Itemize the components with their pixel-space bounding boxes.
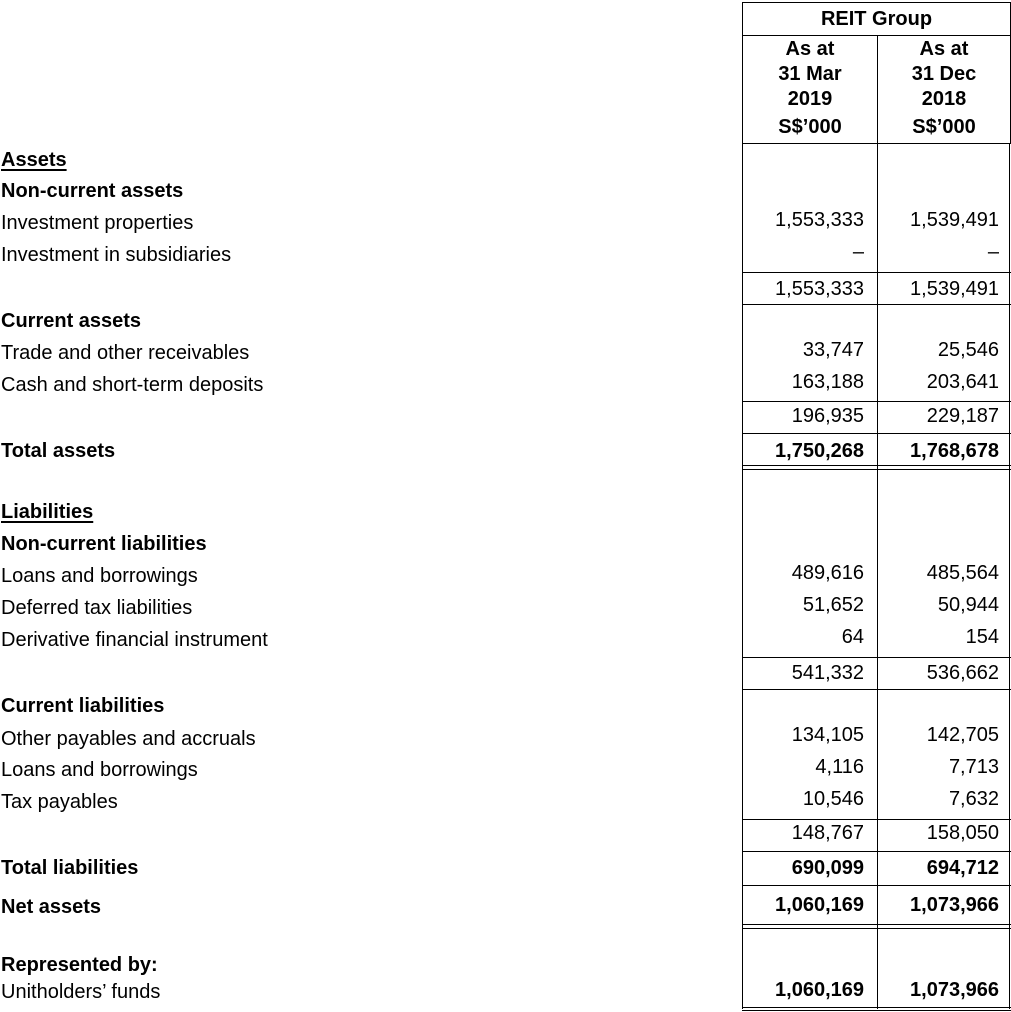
row-label: Deferred tax liabilities (1, 597, 193, 619)
section-heading-liabilities: Liabilities (1, 501, 94, 523)
column-header-line: As at (919, 38, 969, 60)
value-cell: 1,553,333 (775, 209, 864, 231)
value-cell: 203,641 (926, 371, 999, 393)
subsection-heading: Current assets (1, 310, 142, 332)
value-cell: 485,564 (926, 562, 999, 584)
value-cell: 50,944 (937, 594, 999, 616)
column-header-unit: S$’000 (778, 116, 842, 138)
total-cell: 1,060,169 (775, 979, 864, 1001)
section-heading: Represented by: (1, 954, 158, 976)
subtotal-cell: 541,332 (791, 662, 864, 684)
total-label: Total liabilities (1, 857, 139, 879)
value-cell: 154 (965, 626, 999, 648)
row-label: Tax payables (1, 791, 118, 813)
total-double-rule (742, 1010, 1011, 1011)
total-cell: 1,060,169 (775, 894, 864, 916)
column-header-line: 31 Mar (778, 63, 842, 85)
subtotal-rule (742, 689, 1011, 690)
section-heading-assets: Assets (1, 149, 67, 171)
column-header-line: 2019 (787, 88, 833, 110)
total-rule (742, 885, 1011, 886)
value-cell: 134,105 (791, 724, 864, 746)
row-label: Derivative financial instrument (1, 629, 268, 651)
total-label: Total assets (1, 440, 116, 462)
column-header-line: 2018 (921, 88, 967, 110)
value-cell: 10,546 (802, 788, 864, 810)
row-label: Cash and short-term deposits (1, 374, 264, 396)
value-cell: 163,188 (791, 371, 864, 393)
subtotal-cell: 1,553,333 (775, 278, 864, 300)
value-cell: 33,747 (802, 339, 864, 361)
row-label: Other payables and accruals (1, 728, 256, 750)
subtotal-rule (742, 401, 1011, 402)
subsection-heading: Non-current assets (1, 180, 184, 202)
value-cell: – (987, 241, 999, 263)
total-cell: 694,712 (926, 857, 999, 879)
column-group-header: REIT Group (742, 2, 1011, 36)
total-rule (742, 433, 1011, 434)
subtotal-rule (742, 304, 1011, 305)
column-header-unit: S$’000 (912, 116, 976, 138)
column-header-line: 31 Dec (911, 63, 977, 85)
total-rule (742, 851, 1011, 852)
total-double-rule (742, 465, 1011, 466)
total-double-rule (742, 469, 1011, 470)
subsection-heading: Current liabilities (1, 695, 165, 717)
total-double-rule (742, 928, 1011, 929)
total-cell: 690,099 (791, 857, 864, 879)
value-cell: 142,705 (926, 724, 999, 746)
value-cell: 7,632 (948, 788, 999, 810)
value-cell: 1,539,491 (910, 209, 999, 231)
value-cell: 25,546 (937, 339, 999, 361)
row-label: Loans and borrowings (1, 759, 198, 781)
column-header-dec-2018 (877, 35, 1011, 144)
value-cell: 7,713 (948, 756, 999, 778)
column-header-line: As at (785, 38, 835, 60)
subtotal-rule (742, 272, 1011, 273)
row-label: Loans and borrowings (1, 565, 198, 587)
row-label: Unitholders’ funds (1, 981, 161, 1003)
value-cell: – (852, 241, 864, 263)
value-cell: 51,652 (802, 594, 864, 616)
subsection-heading: Non-current liabilities (1, 533, 207, 555)
total-double-rule (742, 924, 1011, 925)
total-cell: 1,073,966 (910, 894, 999, 916)
subtotal-rule (742, 657, 1011, 658)
row-label: Trade and other receivables (1, 342, 250, 364)
total-cell: 1,073,966 (910, 979, 999, 1001)
value-cell: 4,116 (815, 756, 864, 778)
total-label: Net assets (1, 896, 102, 918)
subtotal-cell: 536,662 (926, 662, 999, 684)
value-cell: 489,616 (791, 562, 864, 584)
subtotal-cell: 196,935 (791, 405, 864, 427)
value-cell: 64 (841, 626, 864, 648)
row-label: Investment in subsidiaries (1, 244, 232, 266)
subtotal-cell: 229,187 (926, 405, 999, 427)
subtotal-cell: 158,050 (926, 822, 999, 844)
row-label: Investment properties (1, 212, 194, 234)
subtotal-cell: 1,539,491 (910, 278, 999, 300)
total-cell: 1,750,268 (775, 440, 864, 462)
total-double-rule (742, 1007, 1011, 1008)
subtotal-cell: 148,767 (791, 822, 864, 844)
column-header-mar-2019 (742, 35, 878, 144)
total-cell: 1,768,678 (910, 440, 999, 462)
